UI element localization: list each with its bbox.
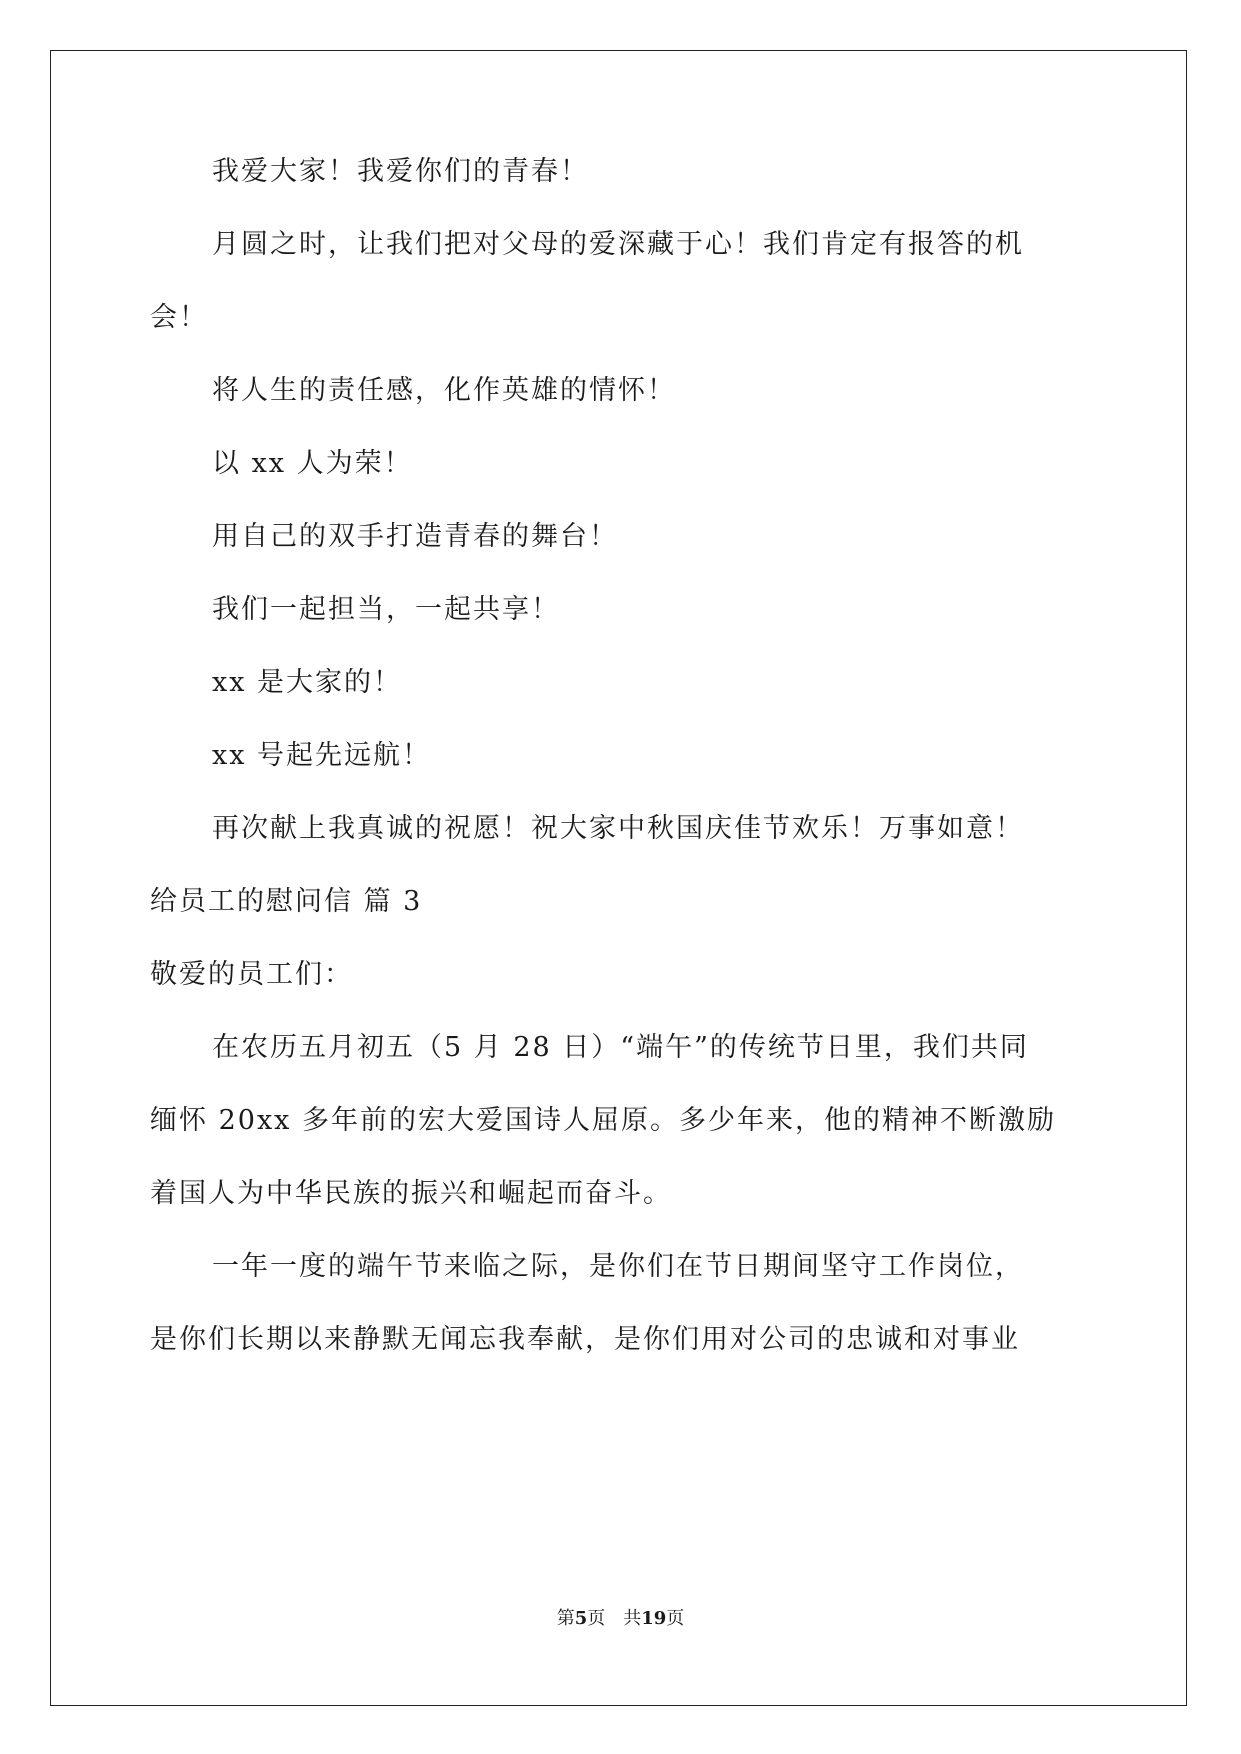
paragraph-line: 我们一起担当，一起共享！: [212, 594, 560, 625]
paragraph-line: 在农历五月初五（5 月 28 日）“端午”的传统节日里，我们共同: [212, 1032, 1029, 1063]
footer-suffix: 页: [666, 1608, 685, 1629]
current-page-number: 5: [574, 1608, 588, 1629]
page-border: [50, 50, 1187, 1706]
paragraph-line: 一年一度的端午节来临之际，是你们在节日期间坚守工作岗位，: [212, 1251, 1024, 1282]
paragraph-line: xx 号起先远航！: [212, 740, 432, 771]
paragraph-line: 用自己的双手打造青春的舞台！: [212, 521, 618, 552]
paragraph-line: 是你们长期以来静默无闻忘我奉献，是你们用对公司的忠诚和对事业: [150, 1324, 1020, 1355]
total-page-number: 19: [641, 1608, 667, 1629]
paragraph-line: 月圆之时，让我们把对父母的爱深藏于心！我们肯定有报答的机: [212, 229, 1024, 260]
section-heading: 给员工的慰问信 篇 3: [150, 886, 423, 917]
paragraph-line: xx 是大家的！: [212, 667, 403, 698]
page-footer: [0, 1607, 1241, 1631]
footer-mid: 页 共: [587, 1608, 642, 1629]
footer-prefix: 第: [556, 1608, 575, 1629]
paragraph-line: 将人生的责任感，化作英雄的情怀！: [212, 375, 676, 406]
paragraph-line: 会！: [150, 302, 208, 333]
paragraph-line: 以 xx 人为荣！: [212, 448, 413, 479]
paragraph-line: 我爱大家！我爱你们的青春！: [212, 156, 589, 187]
paragraph-line: 缅怀 20xx 多年前的宏大爱国诗人屈原。多少年来，他的精神不断激励: [150, 1105, 1056, 1136]
paragraph-line: 着国人为中华民族的振兴和崛起而奋斗。: [150, 1178, 672, 1209]
salutation: 敬爱的员工们：: [150, 959, 353, 990]
paragraph-line: 再次献上我真诚的祝愿！祝大家中秋国庆佳节欢乐！万事如意！: [212, 813, 1024, 844]
